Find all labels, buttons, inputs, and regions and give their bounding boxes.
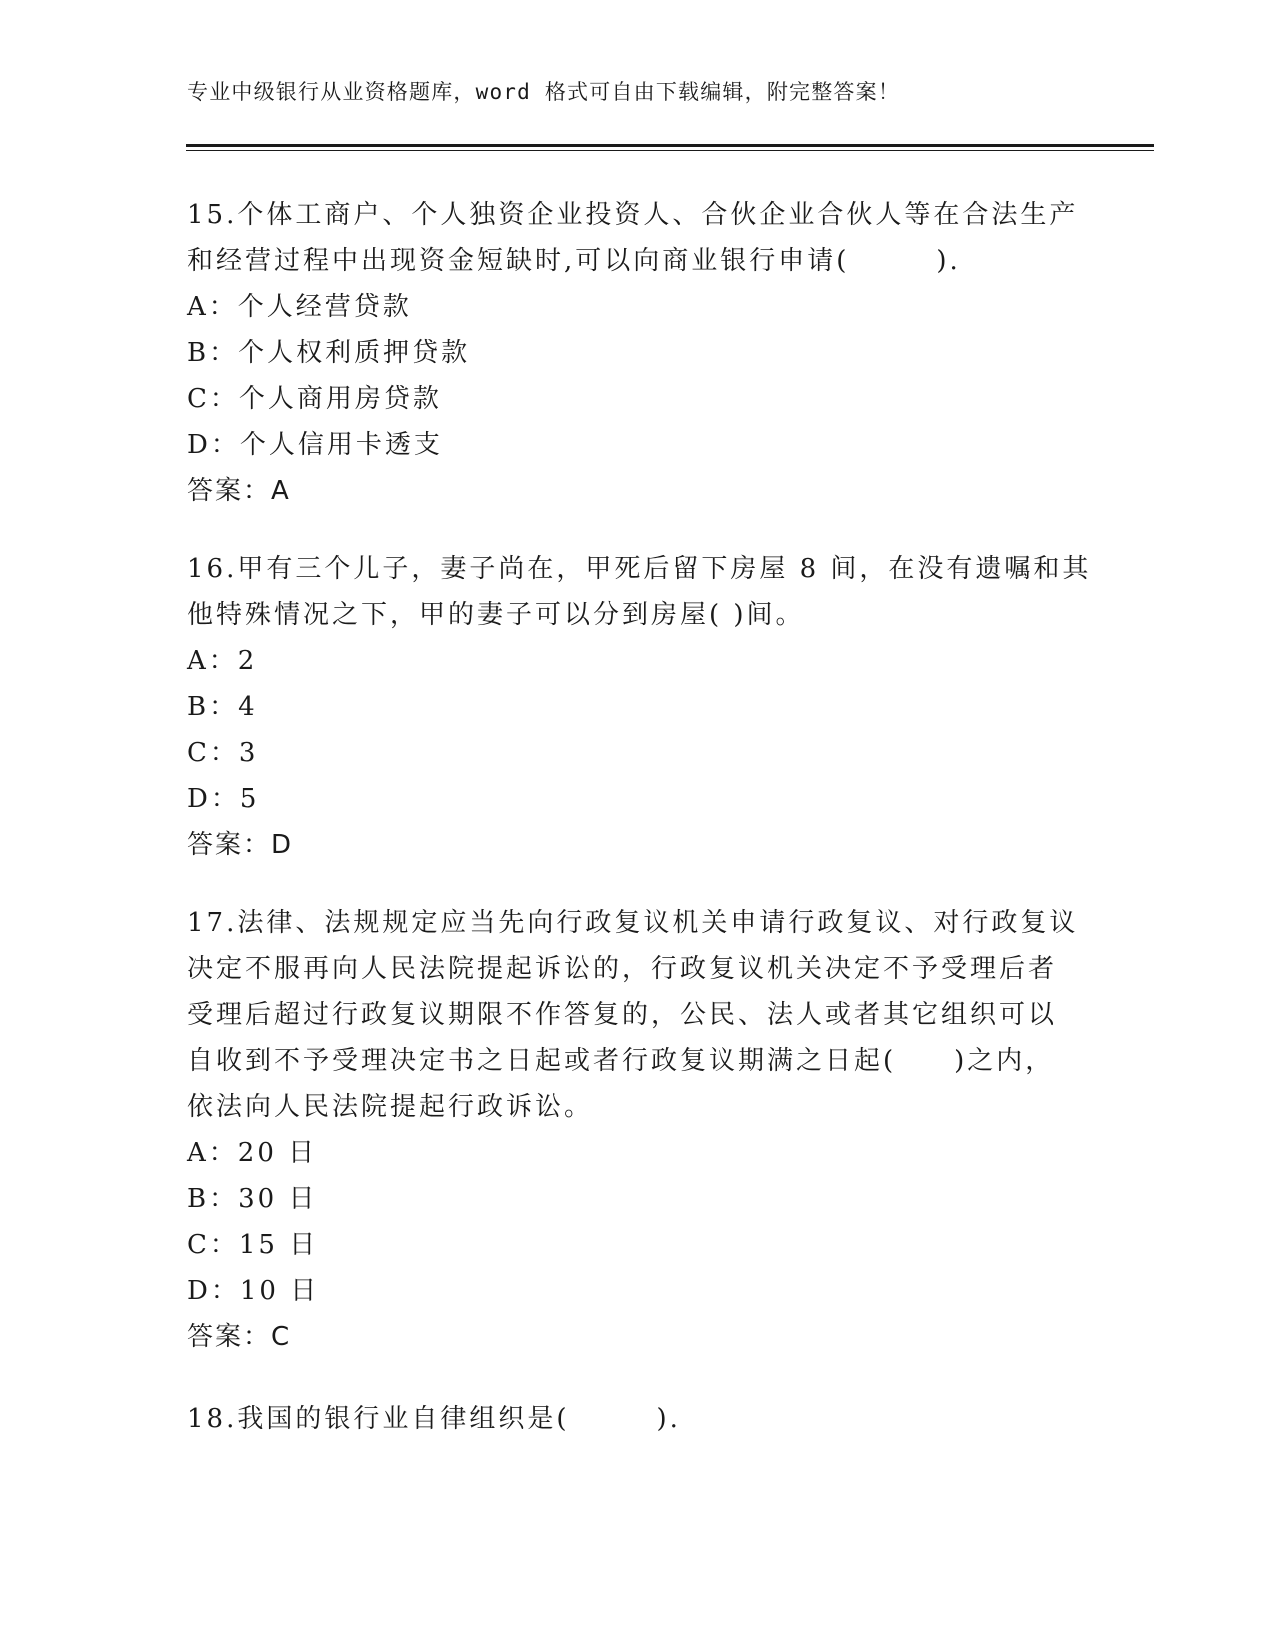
question-17 <box>187 900 1087 1360</box>
question-18 <box>187 1396 1087 1442</box>
option-c: C：15 日 <box>187 1230 319 1260</box>
page-header-note: 专业中级银行从业资格题库，word 格式可自由下载编辑，附完整答案！ <box>187 80 901 104</box>
answer: 答案：A <box>187 476 291 506</box>
option-b: B：4 <box>187 692 258 722</box>
question-text-line: 依法向人民法院提起行政诉讼。 <box>187 1092 594 1122</box>
question-text-line: 15.个体工商户、个人独资企业投资人、合伙企业合伙人等在合法生产 <box>187 200 1079 230</box>
header-divider-thin <box>186 150 1154 151</box>
question-text-line: 决定不服再向人民法院提起诉讼的，行政复议机关决定不予受理后者 <box>187 954 1058 984</box>
question-text-line: 16.甲有三个儿子，妻子尚在，甲死后留下房屋 8 间，在没有遗嘱和其 <box>187 554 1092 584</box>
option-d: D：10 日 <box>187 1276 320 1306</box>
question-text-line: 18.我国的银行业自律组织是( ). <box>187 1404 681 1434</box>
option-c: C：个人商用房贷款 <box>187 384 442 414</box>
question-text-line: 17.法律、法规规定应当先向行政复议机关申请行政复议、对行政复议 <box>187 908 1079 938</box>
question-text-line: 他特殊情况之下，甲的妻子可以分到房屋( )间。 <box>187 600 805 630</box>
option-b: B：30 日 <box>187 1184 318 1214</box>
question-16 <box>187 546 1092 868</box>
option-d: D：个人信用卡透支 <box>187 430 443 460</box>
question-text-line: 和经营过程中出现资金短缺时,可以向商业银行申请( ). <box>187 246 961 276</box>
option-a: A：20 日 <box>187 1138 318 1168</box>
option-c: C：3 <box>187 738 259 768</box>
option-b: B：个人权利质押贷款 <box>187 338 471 368</box>
option-a: A：个人经营贷款 <box>187 292 412 322</box>
question-text-line: 受理后超过行政复议期限不作答复的，公民、法人或者其它组织可以 <box>187 1000 1058 1030</box>
answer: 答案：C <box>187 1322 292 1352</box>
question-15 <box>187 192 1087 514</box>
option-d: D：5 <box>187 784 260 814</box>
answer: 答案：D <box>187 830 294 860</box>
header-divider-thick <box>186 144 1154 147</box>
question-text-line: 自收到不予受理决定书之日起或者行政复议期满之日起( )之内， <box>187 1046 1055 1076</box>
option-a: A：2 <box>187 646 258 676</box>
